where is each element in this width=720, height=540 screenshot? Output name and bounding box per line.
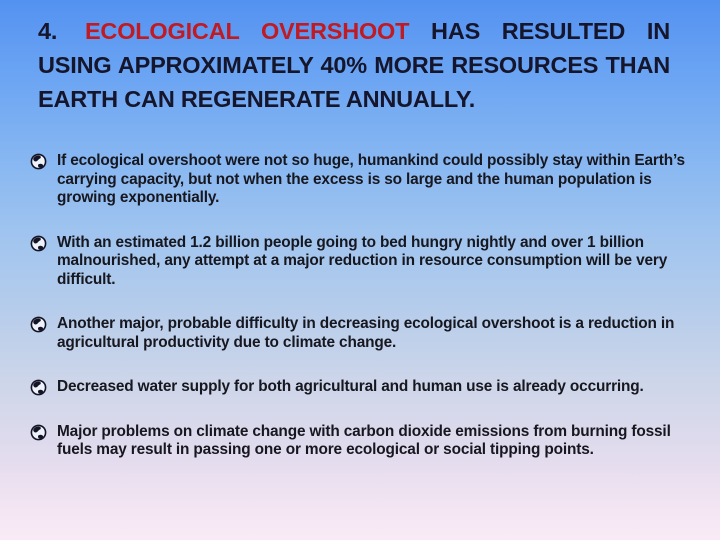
title-rest: HAS RESULTED IN USING APPROXIMATELY 40% MORE RESOURCES THAN EARTH CAN REGENERATE ANNUALLY. [38,18,670,112]
bullet-item [30,315,690,352]
bullet-item [30,423,690,460]
bullet-text: Decreased water supply for both agricultural and human use is already occurring. [57,378,644,395]
globe-bullet-icon [30,424,47,441]
slide-title [38,14,670,116]
title-highlight: ECOLOGICAL OVERSHOOT [84,18,410,44]
globe-bullet-icon [30,235,47,252]
globe-bullet-icon [30,379,47,396]
bullet-list [30,152,690,486]
bullet-text: If ecological overshoot were not so huge, humankind could possibly stay within Earth’s carrying capacity, but not when the excess is so large and the human population is growing exponentially. [57,152,685,206]
bullet-text: Major problems on climate change with carbon dioxide emissions from burning fossil fuels may result in passing one or more ecological or social tipping points. [57,422,671,458]
title-number: 4. [38,18,58,44]
bullet-item [30,234,690,290]
bullet-text: Another major, probable difficulty in decreasing ecological overshoot is a reduction in agricultural productivity due to climate change. [57,315,675,351]
bullet-item [30,378,690,397]
bullet-text: With an estimated 1.2 billion people going to bed hungry nightly and over 1 billion malnourished, any attempt at a major reduction in resource consumption will be very difficult. [57,233,668,288]
globe-bullet-icon [30,316,47,333]
globe-bullet-icon [30,153,47,170]
bullet-item [30,152,690,208]
